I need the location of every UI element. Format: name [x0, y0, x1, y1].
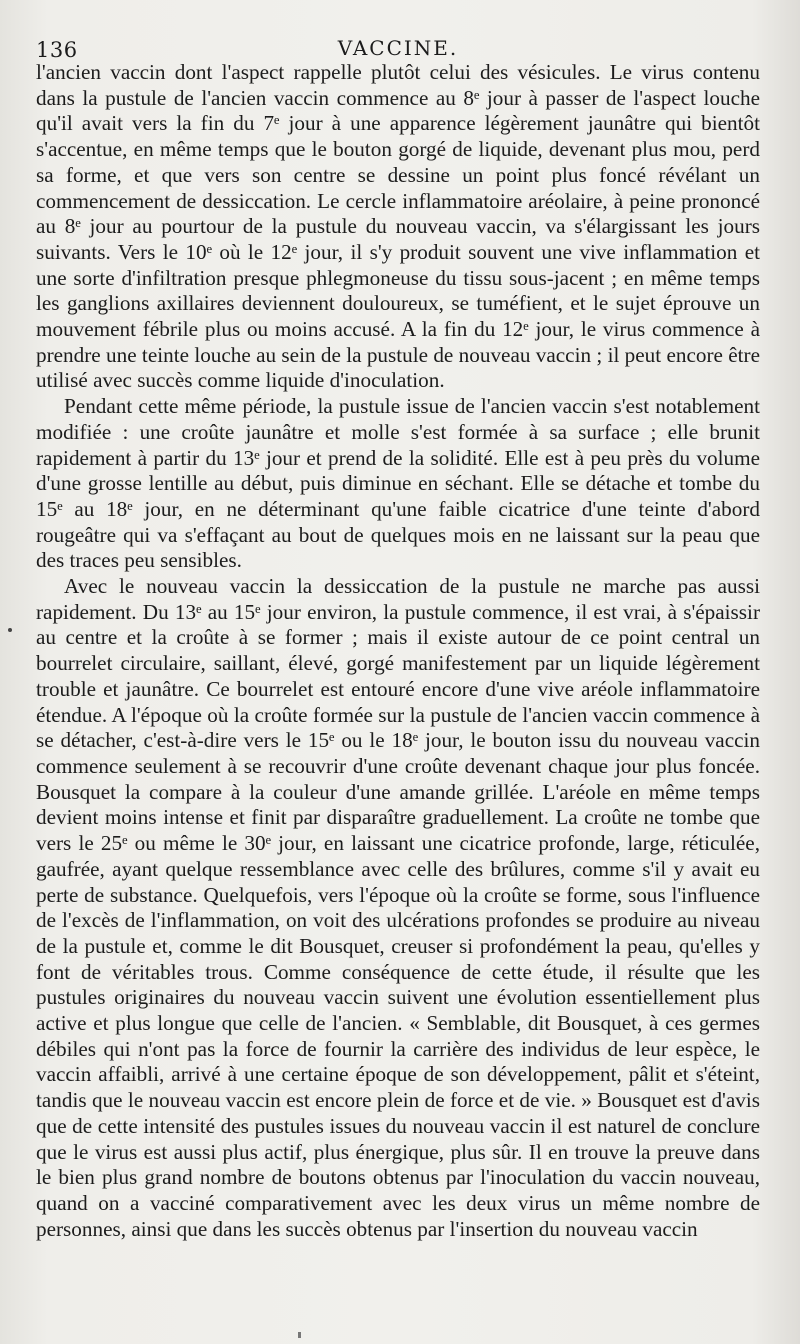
paragraph-3: Avec le nouveau vaccin la dessiccation de la pustule ne marche pas aussi rapidement. Du 13ᵉ au 15ᵉ jour environ, la pustule commence, il est vrai, à s'épaissir au centre et la croûte à se former ; mais il existe autour de ce point central un bourrelet circulaire, saillant, élevé, gorgé manifestement par un liquide légèrement trouble et jaunâtre. Ce bourrelet est entouré encore d'une vive aréole inflammatoire étendue. A l'époque où la croûte formée sur la pustule de l'ancien vaccin commence à se détacher, c'est-à-dire vers le 15ᵉ ou le 18ᵉ jour, le bouton issu du nouveau vaccin commence seulement à se recouvrir d'une croûte devenant chaque jour plus foncée. Bousquet la compare à la couleur d'une amande grillée. L'aréole en même temps devient moins intense et finit par disparaître graduellement. La croûte ne tombe que vers le 25ᵉ ou même le 30ᵉ jour, en laissant une cicatrice profonde, large, réticulée, gaufrée, ayant quelque ressemblance avec celle des brûlures, comme s'il y avait eu perte de substance. Quelquefois, vers l'époque où la croûte se forme, sous l'influence de l'excès de l'inflammation, on voit des ulcérations profondes se produire au niveau de la pustule et, comme le dit Bousquet, creuser si profondément la peau, qu'elles y font de véritables trous. Comme conséquence de cette étude, il résulte que les pustules originaires du nouveau vaccin suivent une évolution essentiellement plus active et plus longue que celle de l'ancien. « Semblable, dit Bousquet, à ces germes débiles qui n'ont pas la force de fournir la carrière des individus de leur espèce, le vaccin affaibli, arrivé à une certaine époque de son développement, pâlit et s'éteint, tandis que le nouveau vaccin est encore plein de force et de vie. » Bousquet est d'avis que de cette intensité des pustules issues du nouveau vaccin il est naturel de conclure que le virus est aussi plus actif, plus énergique, plus sûr. Il en trouve la preuve dans le bien plus grand nombre de boutons obtenus par l'inoculation du vaccin nouveau, quand on a vacciné comparativement avec les deux virus un même nombre de personnes, ainsi que dans les succès obtenus par l'insertion du nouveau vaccin: [36, 574, 760, 1241]
margin-dot: [8, 628, 12, 632]
running-head: VACCINE.: [337, 36, 459, 60]
bottom-mark: [298, 1332, 301, 1338]
page-number: 136: [36, 38, 78, 62]
paragraph-2: Pendant cette même période, la pustule issue de l'ancien vaccin s'est notablement modifiée : une croûte jaunâtre et molle s'est formée à sa surface ; elle brunit rapidement à partir du 13ᵉ jour et prend de la solidité. Elle est à peu près du volume d'une grosse lentille au début, puis diminue en séchant. Elle se détache et tombe du 15ᵉ au 18ᵉ jour, en ne déterminant qu'une faible cicatrice d'une teinte d'abord rougeâtre qui va s'effaçant au bout de quelques mois en ne laissant sur la peau que des traces peu sensibles.: [36, 394, 760, 573]
body-text: [36, 60, 760, 1242]
paragraph-1: l'ancien vaccin dont l'aspect rappelle plutôt celui des vésicules. Le virus contenu dans la pustule de l'ancien vaccin commence au 8ᵉ jour à passer de l'aspect louche qu'il avait vers la fin du 7ᵉ jour à une apparence légèrement jaunâtre qui bientôt s'accentue, en même temps que le bouton gorgé de liquide, devenant plus mou, perd sa forme, et que vers son centre se dessine un point plus foncé révélant un commencement de dessiccation. Le cercle inflammatoire aréolaire, à peine prononcé au 8ᵉ jour au pourtour de la pustule du nouveau vaccin, va s'élargissant les jours suivants. Vers le 10ᵉ où le 12ᵉ jour, il s'y produit souvent une vive inflammation et une sorte d'infiltration presque phlegmoneuse du tissu sous-jacent ; en même temps les ganglions axillaires deviennent douloureux, se tuméfient, et le sujet éprouve un mouvement fébrile plus ou moins accusé. A la fin du 12ᵉ jour, le virus commence à prendre une teinte louche au sein de la pustule de nouveau vaccin ; il peut encore être utilisé avec succès comme liquide d'inoculation.: [36, 60, 760, 393]
page-header: [36, 20, 760, 60]
